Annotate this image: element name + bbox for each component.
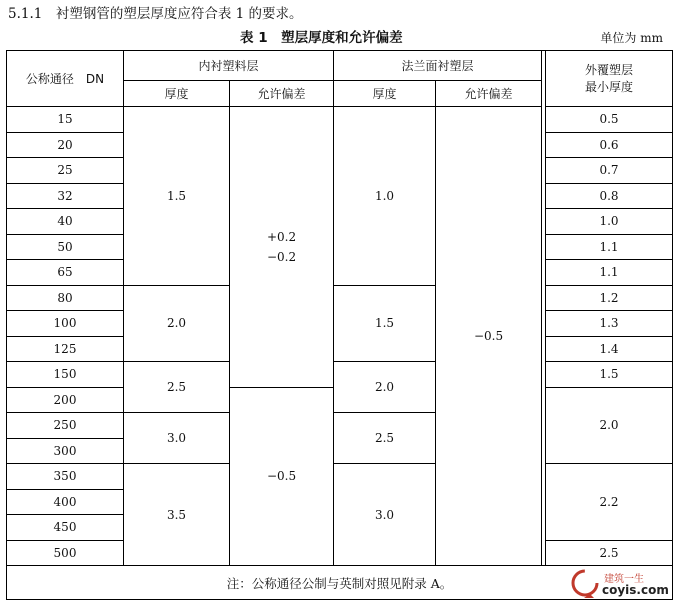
dn-cell: 80: [7, 285, 124, 311]
inner-thickness-cell: 1.5: [124, 107, 230, 286]
header-flange-tolerance: 允许偏差: [436, 81, 542, 107]
dn-cell: 32: [7, 183, 124, 209]
watermark-top-text: 建筑一生: [604, 574, 644, 585]
outer-min-cell: 2.2: [546, 464, 673, 541]
outer-min-cell: 0.7: [546, 158, 673, 184]
dn-cell: 350: [7, 464, 124, 490]
header-outer-coating-line1: 外覆塑层: [585, 62, 634, 77]
thickness-table: [6, 50, 673, 600]
flange-tolerance-cell: −0.5: [436, 107, 542, 566]
dn-cell: 40: [7, 209, 124, 235]
header-nominal-size: 公称通径 DN: [7, 51, 124, 107]
outer-min-cell: 0.8: [546, 183, 673, 209]
inner-tolerance-plus: +0.2: [266, 229, 297, 244]
outer-min-cell: 1.5: [546, 362, 673, 388]
dn-cell: 200: [7, 387, 124, 413]
flange-thickness-cell: 3.0: [334, 464, 436, 566]
note-prefix: 注：: [226, 575, 252, 591]
inner-thickness-cell: 3.5: [124, 464, 230, 566]
inner-tolerance-minus: −0.2: [266, 249, 297, 264]
dn-cell: 150: [7, 362, 124, 388]
outer-min-cell: 1.2: [546, 285, 673, 311]
unit-note: 单位为 mm: [600, 31, 663, 45]
outer-min-cell: 2.5: [546, 540, 673, 566]
header-outer-coating: [546, 51, 673, 107]
flange-thickness-cell: 1.5: [334, 285, 436, 362]
dn-cell: 250: [7, 413, 124, 439]
outer-min-cell: 0.6: [546, 132, 673, 158]
flange-thickness-cell: 2.5: [334, 413, 436, 464]
inner-thickness-cell: 3.0: [124, 413, 230, 464]
dn-cell: 65: [7, 260, 124, 286]
dn-cell: 20: [7, 132, 124, 158]
dn-cell: 125: [7, 336, 124, 362]
inner-tolerance-lower-cell: −0.5: [230, 387, 334, 566]
dn-cell: 15: [7, 107, 124, 133]
watermark-bottom-text: coyis.com: [602, 583, 669, 597]
watermark-logo-icon: [570, 568, 600, 598]
inner-thickness-cell: 2.0: [124, 285, 230, 362]
header-outer-coating-line2: 最小厚度: [585, 79, 634, 94]
clause-text: 5.1.1 衬塑钢管的塑层厚度应符合表 1 的要求。: [8, 6, 303, 22]
outer-min-cell: 2.0: [546, 387, 673, 464]
dn-cell: 300: [7, 438, 124, 464]
header-inner-lining: 内衬塑料层: [124, 51, 334, 81]
header-flange-thickness: 厚度: [334, 81, 436, 107]
outer-min-cell: 1.1: [546, 234, 673, 260]
header-inner-tolerance: 允许偏差: [230, 81, 334, 107]
dn-cell: 500: [7, 540, 124, 566]
table-title: 表 1 塑层厚度和允许偏差: [240, 30, 403, 46]
header-flange-lining: 法兰面衬塑层: [334, 51, 542, 81]
outer-min-cell: 1.1: [546, 260, 673, 286]
dn-cell: 450: [7, 515, 124, 541]
dn-cell: 25: [7, 158, 124, 184]
note-text: 公称通径公制与英制对照见附录 A。: [251, 575, 453, 591]
header-inner-thickness: 厚度: [124, 81, 230, 107]
outer-min-cell: 1.4: [546, 336, 673, 362]
flange-thickness-cell: 2.0: [334, 362, 436, 413]
outer-min-cell: 1.3: [546, 311, 673, 337]
outer-min-cell: 1.0: [546, 209, 673, 235]
dn-cell: 400: [7, 489, 124, 515]
dn-cell: 100: [7, 311, 124, 337]
inner-tolerance-upper-cell: [230, 107, 334, 388]
watermark: [570, 566, 670, 604]
dn-cell: 50: [7, 234, 124, 260]
flange-thickness-cell: 1.0: [334, 107, 436, 286]
inner-thickness-cell: 2.5: [124, 362, 230, 413]
outer-min-cell: 0.5: [546, 107, 673, 133]
